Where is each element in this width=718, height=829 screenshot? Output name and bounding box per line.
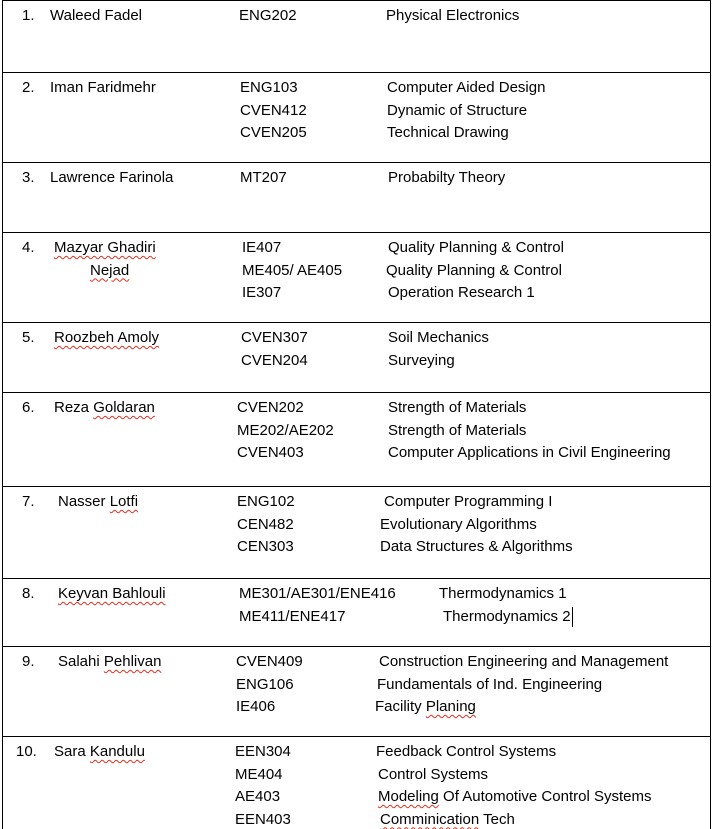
course-title	[384, 493, 552, 511]
course-title	[388, 239, 564, 257]
course-code: CVEN202	[237, 399, 304, 416]
row-number: 3.	[22, 169, 35, 186]
row-number: 6.	[22, 399, 35, 416]
text-segment: Operation Research 1	[388, 284, 535, 301]
course-code: EEN403	[235, 810, 291, 828]
course-title	[388, 169, 505, 187]
text-segment: Computer Aided Design	[387, 79, 546, 96]
course-code: CVEN403	[237, 444, 304, 461]
instructor-name	[58, 585, 166, 603]
table-border	[710, 0, 711, 829]
text-segment: Evolutionary Algorithms	[380, 515, 537, 533]
course-title	[388, 444, 671, 462]
course-title	[388, 399, 526, 417]
course-code: CVEN205	[240, 124, 307, 141]
course-title	[439, 585, 567, 603]
instructor-course-table	[2, 0, 711, 829]
text-segment: Reza	[54, 399, 94, 416]
row-number: 2.	[22, 79, 35, 96]
spellcheck-word: Kandulu	[89, 743, 145, 760]
row-divider	[2, 162, 711, 163]
text-segment: Computer Programming I	[384, 493, 553, 510]
row-number: 10.	[16, 743, 37, 760]
spellcheck-word: Nejad	[90, 261, 130, 279]
row-number: 7.	[22, 493, 35, 510]
instructor-name	[54, 399, 155, 417]
course-title	[380, 538, 573, 556]
text-segment: Nasser	[58, 493, 110, 510]
course-code: ENG106	[236, 675, 294, 693]
instructor-name-line2	[90, 262, 129, 280]
text-segment: Waleed Fadel	[50, 7, 142, 24]
course-title	[387, 79, 545, 97]
course-title	[378, 788, 651, 806]
text-segment: Strength of Materials	[388, 399, 527, 416]
instructor-name	[58, 653, 161, 671]
course-code: MT207	[240, 169, 287, 186]
table-border	[2, 0, 3, 829]
instructor-name	[50, 169, 173, 187]
course-code: EEN304	[235, 743, 291, 760]
course-code: ME411/ENE417	[239, 607, 346, 625]
spellcheck-word: Goldaran	[93, 399, 155, 416]
course-code: ME202/AE202	[237, 421, 334, 439]
text-segment: Feedback Control Systems	[376, 743, 557, 760]
instructor-name	[50, 7, 142, 25]
course-title	[380, 811, 515, 829]
course-title	[386, 7, 519, 25]
text-segment: Quality Planning & Control	[386, 261, 562, 279]
course-code: CVEN204	[241, 351, 308, 369]
course-title	[378, 766, 488, 784]
row-number: 5.	[22, 329, 35, 346]
course-code: IE407	[242, 239, 282, 256]
course-title	[387, 102, 527, 120]
course-code: CVEN409	[236, 653, 303, 670]
text-segment: Control Systems	[378, 765, 489, 783]
text-segment: Sara	[54, 743, 90, 760]
course-title	[387, 124, 509, 142]
text-segment: Computer Applications in Civil Engineering	[388, 444, 671, 461]
spellcheck-word: Roozbeh Amoly	[54, 329, 160, 346]
row-divider	[2, 0, 711, 1]
row-divider	[2, 72, 711, 73]
course-title	[388, 284, 535, 302]
row-divider	[2, 322, 711, 323]
row-divider	[2, 646, 711, 647]
course-title	[388, 329, 489, 347]
course-code: ME405/ AE405	[242, 261, 343, 279]
text-segment: Data Structures & Algorithms	[380, 538, 573, 555]
text-segment: Physical Electronics	[386, 7, 520, 24]
course-title	[377, 676, 602, 694]
row-number: 4.	[22, 239, 35, 256]
spellcheck-word: Lotfi	[109, 493, 139, 510]
text-segment: Soil Mechanics	[388, 329, 489, 346]
row-divider	[2, 232, 711, 233]
course-code: IE307	[242, 284, 282, 301]
course-title	[443, 608, 571, 626]
instructor-name	[50, 79, 156, 97]
text-cursor	[572, 607, 573, 627]
row-number: 1.	[22, 7, 35, 24]
row-number: 8.	[22, 585, 35, 602]
text-segment: Surveying	[388, 351, 455, 369]
text-segment: Thermodynamics 2	[443, 607, 571, 625]
course-title	[379, 653, 668, 671]
course-code: CEN482	[237, 515, 294, 533]
spellcheck-word: Planing	[425, 698, 476, 715]
course-title	[388, 422, 526, 440]
text-segment: Dynamic of Structure	[387, 101, 528, 119]
text-segment: Fundamentals of Ind. Engineering	[377, 675, 603, 693]
row-divider	[2, 578, 711, 579]
course-code: ENG202	[239, 7, 297, 24]
text-segment: Technical Drawing	[387, 124, 509, 141]
course-code: ME301/AE301/ENE416	[239, 585, 396, 602]
text-segment: Strength of Materials	[388, 421, 527, 439]
spellcheck-word: Keyvan Bahlouli	[58, 585, 166, 602]
course-title	[380, 516, 537, 534]
instructor-name	[54, 329, 159, 347]
spellcheck-word: Comminication	[380, 810, 480, 828]
text-segment: Thermodynamics 1	[439, 585, 567, 602]
course-code: ENG103	[240, 79, 298, 96]
course-code: AE403	[235, 788, 281, 805]
course-code: CVEN307	[241, 329, 308, 346]
row-divider	[2, 736, 711, 737]
spellcheck-word: Mazyar Ghadiri	[54, 239, 156, 256]
row-divider	[2, 392, 711, 393]
text-segment: Lawrence Farinola	[50, 169, 174, 186]
spellcheck-word: Modeling	[378, 788, 439, 805]
row-number: 9.	[22, 653, 35, 670]
text-segment: Facility	[375, 698, 426, 715]
text-segment: Of Automotive Control Systems	[438, 788, 652, 805]
course-title	[375, 698, 476, 716]
course-code: ENG102	[237, 493, 295, 510]
text-segment: Iman Faridmehr	[50, 79, 156, 96]
text-segment: Probabilty Theory	[388, 169, 506, 186]
course-code: CEN303	[237, 538, 294, 555]
spellcheck-word: Pehlivan	[103, 653, 162, 670]
instructor-name	[54, 743, 145, 761]
text-segment: Construction Engineering and Management	[379, 653, 669, 670]
course-title	[376, 743, 556, 761]
course-code: CVEN412	[240, 101, 307, 119]
text-segment: Quality Planning & Control	[388, 239, 564, 256]
text-segment: Tech	[479, 810, 515, 828]
course-code: IE406	[236, 698, 276, 715]
instructor-name	[54, 239, 156, 257]
course-title	[386, 262, 562, 280]
course-title	[388, 352, 455, 370]
text-segment: Salahi	[58, 653, 104, 670]
instructor-name	[58, 493, 138, 511]
course-code: ME404	[235, 765, 283, 783]
row-divider	[2, 486, 711, 487]
